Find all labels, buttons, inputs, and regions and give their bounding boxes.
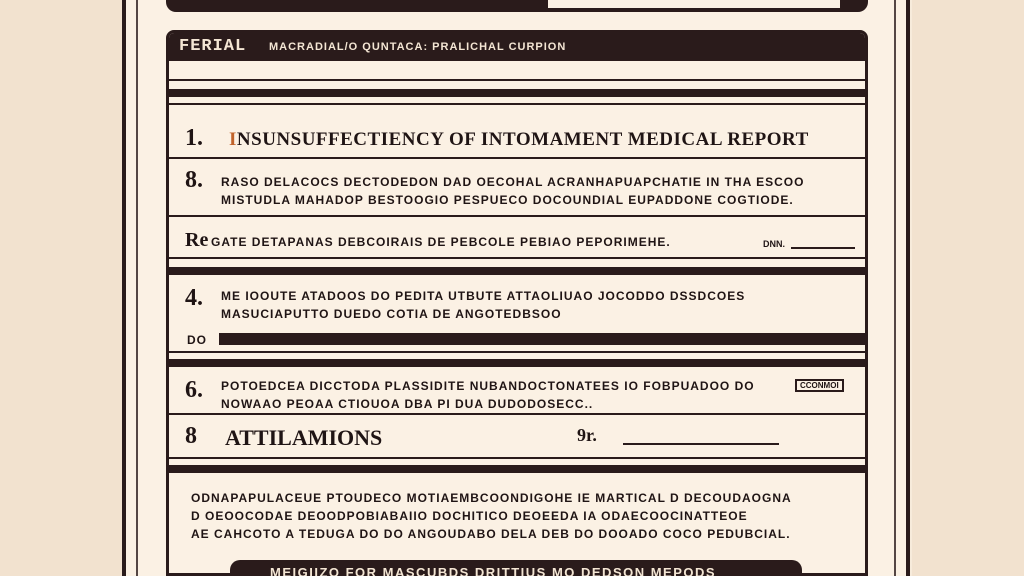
divider [169, 79, 865, 81]
section-line: POTOEDCEA DICCTODA PLASSIDITE NUBANDOCTONATEES IO FOBPUADOO DO [221, 379, 755, 393]
section-title-accent: I [229, 129, 237, 150]
top-header-bar [166, 0, 868, 12]
section-number: 6. [185, 377, 203, 403]
field-label: DO [187, 333, 207, 347]
section-number: 8. [185, 167, 203, 193]
divider-thick [169, 465, 865, 473]
paragraph-line: D OEOOCODAE DEOODPOBIABAIIO DOCHITICO DEOEEDA IA ODAECOOCINATTEOE [191, 509, 748, 523]
section-line: ME IOOUTE ATADOOS DO PEDITA UTBUTE ATTAOLIUAO JOCODDO DSSDCOES [221, 289, 746, 303]
divider-thick [169, 267, 865, 275]
paper-border-left [136, 0, 138, 576]
divider [169, 351, 865, 353]
section-line: MISTUDLA MAHADOP BESTOOGIO PESPUECO DOCOUNDIAL EUPADDONE COGTIODE. [221, 193, 794, 207]
section-line: NOWAAO PEOAA CTIOUOA DBA PI DUA DUDODOSECC.. [221, 397, 594, 411]
page-background-right [912, 0, 1024, 576]
divider [169, 413, 865, 415]
section-lead: Re [185, 229, 209, 251]
footer-banner [230, 560, 802, 576]
section-line: GATE DETAPANAS DEBCOIRAIS DE PEBCOLE PEBIAO PEPORIMEHE. [211, 235, 671, 249]
section-line: MASUCIAPUTTO DUEDO COTIA DE ANGOTEDBSOO [221, 307, 562, 321]
form-header-label: FERIAL [179, 37, 247, 56]
fill-line[interactable] [791, 247, 855, 249]
form-header [169, 33, 865, 61]
divider-thick [169, 359, 865, 367]
section-number: 4. [185, 285, 203, 311]
checkbox-tag[interactable]: CCONMOI [795, 379, 844, 392]
divider [169, 157, 865, 159]
divider [169, 457, 865, 459]
top-header-slot [546, 0, 842, 10]
section-heading: ATTILAMIONS [225, 425, 383, 450]
divider-thick [169, 89, 865, 97]
input-field[interactable] [219, 333, 865, 345]
section-line: RASO DELACOCS DECTODEDON DAD OECOHAL ACRANHAPUAPCHATIE IN THA ESCOO [221, 175, 805, 189]
divider [169, 103, 865, 105]
divider [169, 257, 865, 259]
page-background-left [0, 0, 122, 576]
divider [169, 215, 865, 217]
section-number: 8 [185, 423, 197, 449]
section-title-text: NSUNSUFFECTIENCY OF INTOMAMENT MEDICAL REPORT [236, 129, 809, 150]
medical-report-form [166, 30, 868, 576]
fill-line[interactable] [623, 443, 779, 445]
section-number: 1. [185, 125, 203, 151]
section-tag: DNN. [763, 239, 785, 249]
section-right-label: 9r. [577, 425, 597, 445]
section-title [229, 129, 809, 151]
form-header-subtitle: MACRADIAL/O QUNTACA: PRALICHAL CURPION [269, 41, 567, 53]
paragraph-line: AE CAHCOTO A TEDUGA DO DO ANGOUDABO DELA DEB DO DOOADO COCO PEDUBCIAL. [191, 527, 791, 541]
paragraph-line: ODNAPAPULACEUE PTOUDECO MOTIAEMBCOONDIGOHE IE MARTICAL D DECOUDAOGNA [191, 491, 792, 505]
paper-border-right [894, 0, 896, 576]
footer-banner-text: MEIGIIZO FOR MASCUBDS DRITTIUS MO DEDSON MEPODS [270, 565, 717, 576]
